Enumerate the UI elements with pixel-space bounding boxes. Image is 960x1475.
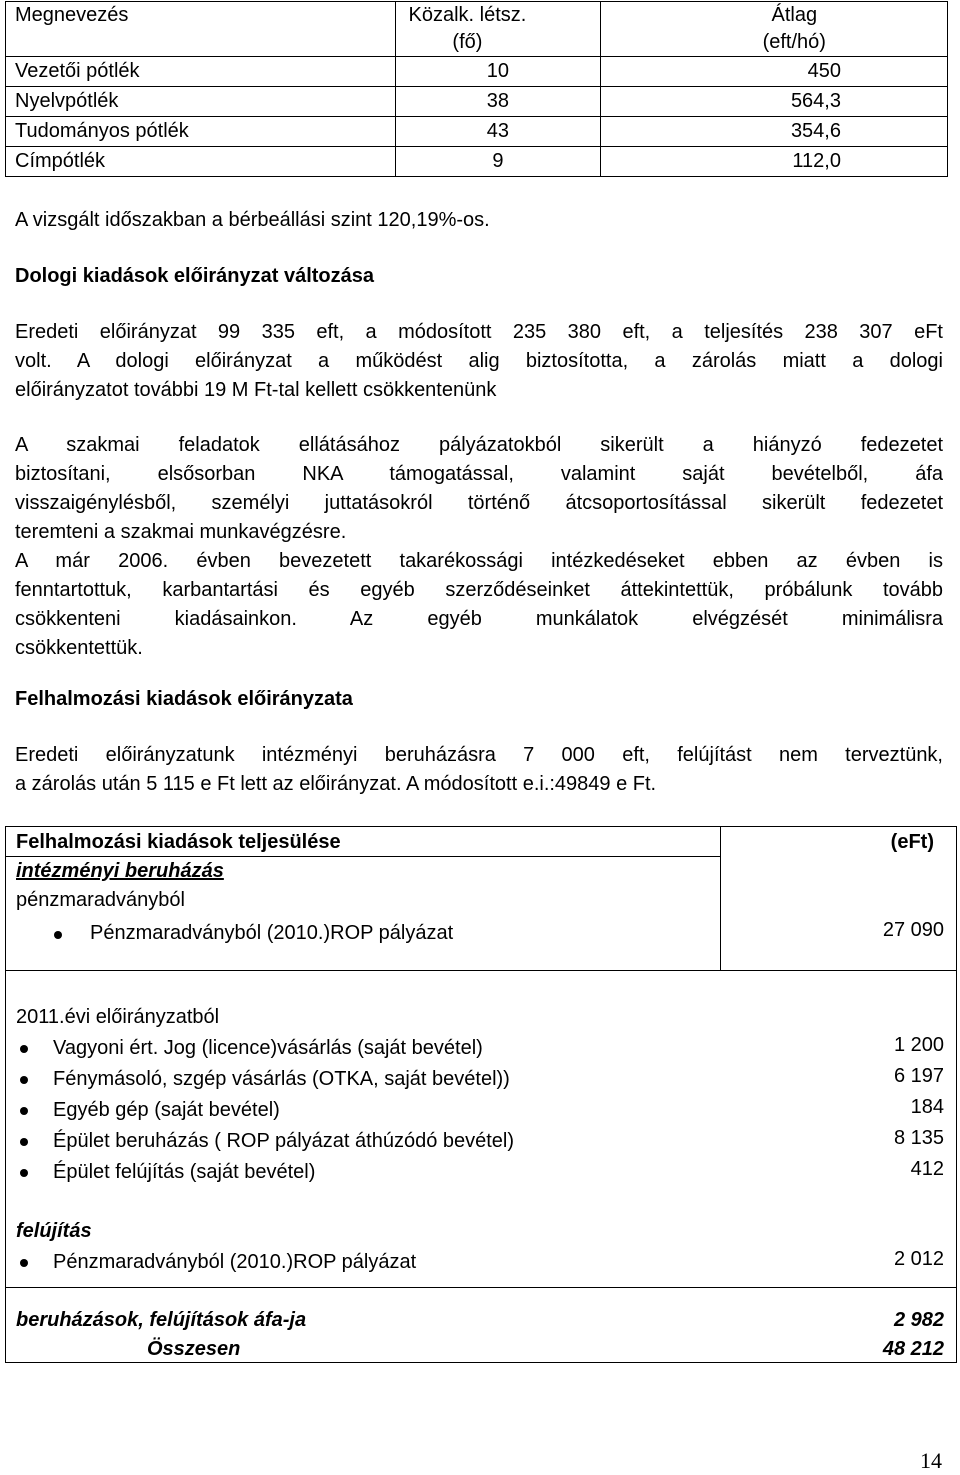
row-count: 43 bbox=[396, 117, 600, 147]
section-intezmenyi-beruhazas: intézményi beruházás bbox=[16, 860, 224, 882]
section-felujitas: felújítás bbox=[16, 1220, 92, 1242]
item-value: 8 135 bbox=[893, 1127, 944, 1149]
item-label: Vagyoni ért. Jog (licence)vásárlás (saját bevétel) bbox=[53, 1037, 483, 1059]
item-label: Épület felújítás (saját bevétel) bbox=[53, 1161, 316, 1183]
paragraph-line: teremteni a szakmai munkavégzésre. bbox=[15, 521, 347, 543]
table-row bbox=[6, 147, 948, 177]
subsection-2011-eloiranyzat: 2011.évi előirányzatból bbox=[16, 1006, 220, 1028]
paragraph-line: A már 2006. évben bevezetett takarékossági intézkedéseket ebben az évben is bbox=[15, 550, 943, 572]
bullet-icon bbox=[20, 1169, 28, 1177]
row-divider bbox=[6, 970, 956, 971]
row-name: Címpótlék bbox=[6, 147, 396, 177]
employment-level-text: A vizsgált időszakban a bérbeállási szint 120,19%-os. bbox=[15, 209, 490, 231]
unit-label: (eFt) bbox=[890, 831, 934, 853]
vat-value: 2 982 bbox=[893, 1309, 944, 1331]
vat-label: beruházások, felújítások áfa-ja bbox=[16, 1309, 307, 1331]
bullet-icon bbox=[20, 1107, 28, 1115]
header-name: Megnevezés bbox=[6, 2, 396, 57]
item-value: 2 012 bbox=[893, 1248, 944, 1270]
paragraph-line: Eredeti előirányzat 99 335 eft, a módosított 235 380 eft, a teljesítés 238 307 eFt bbox=[15, 321, 943, 343]
capital-expenditure-table bbox=[5, 826, 957, 1363]
table-row bbox=[6, 57, 948, 87]
subsection-penzmaradvany: pénzmaradványból bbox=[16, 889, 185, 911]
item-value: 6 197 bbox=[893, 1065, 944, 1087]
paragraph-line: csökkenteni kiadásainkon. Az egyéb munkálatok elvégzését minimálisra bbox=[15, 608, 943, 630]
row-average: 564,3 bbox=[600, 87, 947, 117]
row-count: 38 bbox=[396, 87, 600, 117]
table-row bbox=[6, 117, 948, 147]
bullet-icon bbox=[20, 1045, 28, 1053]
dologi-paragraph bbox=[15, 318, 943, 405]
item-value: 412 bbox=[910, 1158, 944, 1180]
item-label: Épület beruházás ( ROP pályázat áthúzódó bevétel) bbox=[53, 1130, 515, 1152]
item-label: Pénzmaradványból (2010.)ROP pályázat bbox=[53, 1251, 417, 1273]
total-value: 48 212 bbox=[882, 1338, 944, 1360]
row-name: Vezetői pótlék bbox=[6, 57, 396, 87]
header-count: Közalk. létsz. (fő) bbox=[396, 2, 600, 57]
paragraph-line: biztosítani, elsősorban NKA támogatással, valamint saját bevételből, áfa bbox=[15, 463, 943, 485]
item-value: 1 200 bbox=[893, 1034, 944, 1056]
paragraph-line: előirányzatot további 19 M Ft-tal kellett csökkentenünk bbox=[15, 379, 497, 401]
row-name: Tudományos pótlék bbox=[6, 117, 396, 147]
page-number: 14 bbox=[920, 1448, 942, 1473]
paragraph-line: fenntartottuk, karbantartási és egyéb szerződéseinket áttekintettük, próbálunk tovább bbox=[15, 579, 943, 601]
paragraph-line: A szakmai feladatok ellátásához pályázatokból sikerült a hiányzó fedezetet bbox=[15, 434, 943, 456]
item-value: 27 090 bbox=[882, 919, 944, 941]
item-value: 184 bbox=[910, 1096, 944, 1118]
table-row bbox=[6, 87, 948, 117]
paragraph-line: visszaigénylésből, személyi juttatásokról történő átcsoportosítással sikerült fedezetet bbox=[15, 492, 943, 514]
bullet-icon bbox=[20, 1076, 28, 1084]
item-label: Pénzmaradványból (2010.)ROP pályázat bbox=[90, 922, 454, 944]
row-average: 112,0 bbox=[600, 147, 947, 177]
item-label: Fénymásoló, szgép vásárlás (OTKA, saját bevétel)) bbox=[53, 1068, 510, 1090]
row-divider bbox=[6, 1287, 956, 1288]
dologi-heading: Dologi kiadások előirányzat változása bbox=[15, 265, 375, 287]
felhalmozasi-heading: Felhalmozási kiadások előirányzata bbox=[15, 688, 353, 710]
column-divider bbox=[720, 827, 721, 970]
row-count: 10 bbox=[396, 57, 600, 87]
row-average: 450 bbox=[600, 57, 947, 87]
felhalmozasi-paragraph bbox=[15, 741, 943, 799]
row-name: Nyelvpótlék bbox=[6, 87, 396, 117]
table-title: Felhalmozási kiadások teljesülése bbox=[16, 831, 341, 853]
bullet-icon bbox=[20, 1138, 28, 1146]
paragraph-line: a zárolás után 5 115 e Ft lett az előirányzat. A módosított e.i.:49849 e Ft. bbox=[15, 773, 657, 795]
szakmai-paragraph bbox=[15, 431, 943, 663]
table-header-row bbox=[6, 2, 948, 57]
total-label: Összesen bbox=[147, 1338, 241, 1360]
bullet-icon bbox=[54, 931, 62, 939]
item-label: Egyéb gép (saját bevétel) bbox=[53, 1099, 280, 1121]
paragraph-line: volt. A dologi előirányzat a működést alig biztosította, a zárolás miatt a dologi bbox=[15, 350, 943, 372]
allowance-table bbox=[5, 1, 948, 177]
row-average: 354,6 bbox=[600, 117, 947, 147]
paragraph-line: Eredeti előirányzatunk intézményi beruházásra 7 000 eft, felújítást nem terveztünk, bbox=[15, 744, 943, 766]
row-count: 9 bbox=[396, 147, 600, 177]
bullet-icon bbox=[20, 1259, 28, 1267]
paragraph-line: csökkentettük. bbox=[15, 637, 143, 659]
header-average: Átlag (eft/hó) bbox=[600, 2, 947, 57]
